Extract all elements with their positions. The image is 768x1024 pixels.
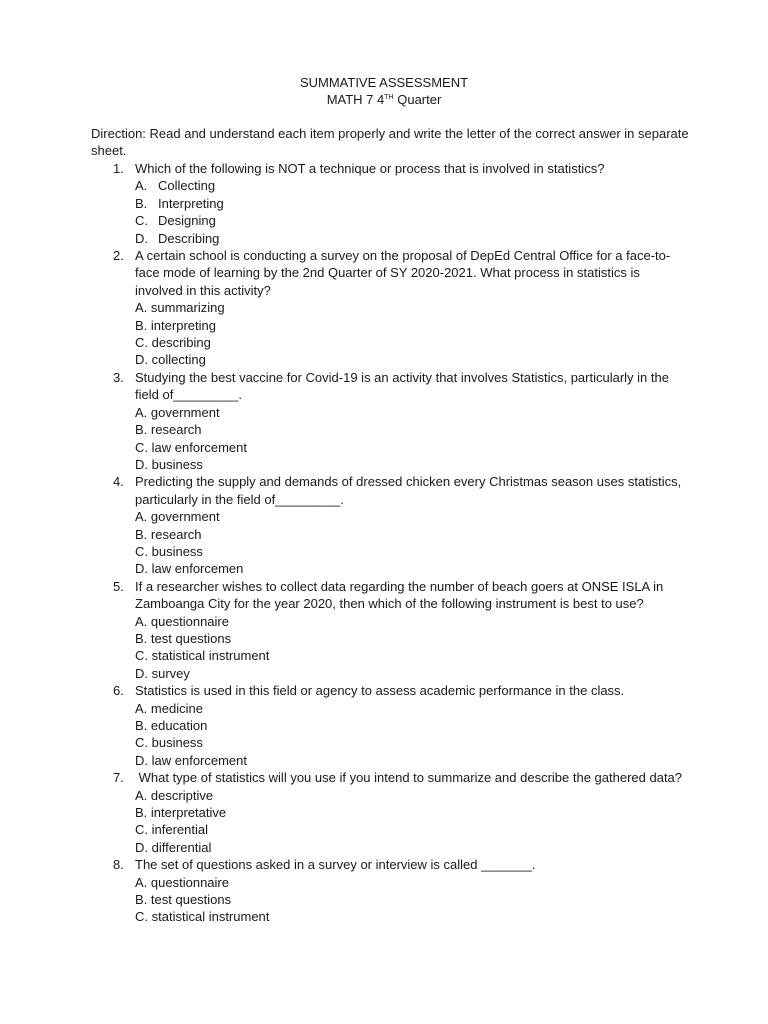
option-letter: A.	[135, 300, 148, 316]
option-text: government	[150, 509, 220, 525]
option-letter: B.	[135, 805, 148, 821]
option-list	[135, 299, 691, 369]
answer-option	[135, 230, 691, 247]
option-text: Collecting	[158, 178, 216, 194]
option-text: test questions	[150, 630, 232, 646]
option-letter: C.	[135, 909, 148, 925]
answer-option	[135, 665, 691, 682]
option-letter: C.	[135, 735, 148, 751]
option-letter: D.	[135, 665, 148, 681]
option-letter: A.	[135, 700, 148, 716]
option-letter: D.	[135, 352, 148, 368]
option-letter: D.	[135, 839, 148, 855]
question-text: The set of questions asked in a survey or interview is called _______.	[135, 857, 536, 873]
question-text: What type of statistics will you use if you intend to summarize and describe the gathered data?	[135, 770, 683, 786]
question-text: A certain school is conducting a survey on the proposal of DepEd Central Office for a face-to-face mode of learning by the 2nd Quarter of SY 2020-2021. What process in statistics is involved in this activity?	[135, 248, 671, 298]
option-text: law enforcemen	[151, 561, 244, 577]
question-number: 5.	[113, 578, 124, 594]
answer-option	[135, 195, 691, 212]
answer-option	[135, 404, 691, 421]
option-text: law enforcement	[151, 752, 248, 768]
question-number: 7.	[113, 770, 124, 786]
option-text: statistical instrument	[151, 648, 270, 664]
question-number: 4.	[113, 474, 124, 490]
answer-option	[135, 299, 691, 316]
option-letter: A.	[135, 178, 148, 194]
option-letter: C.	[135, 439, 148, 455]
option-letter: C.	[135, 822, 148, 838]
document-subtitle	[0, 91, 768, 108]
answer-option	[135, 317, 691, 334]
option-list	[135, 177, 691, 247]
question-item	[91, 769, 691, 856]
answer-option	[135, 839, 691, 856]
option-letter: C.	[135, 648, 148, 664]
option-list	[135, 404, 691, 474]
question-text: If a researcher wishes to collect data regarding the number of beach goers at ONSE ISLA in Zamboanga City for the year 2020, then which of the following instrument is best to use?	[135, 578, 664, 612]
answer-option	[135, 700, 691, 717]
option-list	[135, 613, 691, 683]
option-letter: A.	[135, 613, 148, 629]
answer-option	[135, 752, 691, 769]
option-letter: B.	[135, 195, 148, 211]
subtitle-superscript: TH	[384, 94, 394, 102]
option-text: collecting	[151, 352, 206, 368]
option-text: descriptive	[150, 787, 214, 803]
question-item	[91, 369, 691, 473]
option-letter: D.	[135, 752, 148, 768]
answer-option	[135, 526, 691, 543]
option-text: law enforcement	[151, 439, 248, 455]
subtitle-prefix: MATH 7 4	[326, 92, 385, 108]
option-letter: A.	[135, 874, 148, 890]
option-text: Designing	[158, 213, 216, 229]
option-letter: B.	[135, 630, 148, 646]
question-text: Which of the following is NOT a technique or process that is involved in statistics?	[135, 161, 605, 176]
option-letter: A.	[135, 509, 148, 525]
answer-option	[135, 508, 691, 525]
answer-option	[135, 821, 691, 838]
question-item	[91, 160, 691, 247]
question-item	[91, 473, 691, 577]
option-text: business	[151, 456, 203, 472]
option-text: questionnaire	[150, 613, 229, 629]
option-text: describing	[151, 335, 211, 351]
answer-option	[135, 543, 691, 560]
answer-option	[135, 647, 691, 664]
option-letter: D.	[135, 230, 148, 246]
answer-option	[135, 804, 691, 821]
answer-option	[135, 717, 691, 734]
question-number: 8.	[113, 857, 124, 873]
answer-option	[135, 630, 691, 647]
answer-option	[135, 177, 691, 194]
answer-option	[135, 439, 691, 456]
option-text: interpreting	[150, 317, 216, 333]
direction-text: Direction: Read and understand each item properly and write the letter of the correct answer in separate sheet.	[91, 126, 689, 159]
option-letter: B.	[135, 718, 148, 733]
option-letter: D.	[135, 561, 148, 577]
option-letter: C.	[135, 543, 148, 559]
option-text: medicine	[150, 700, 203, 716]
option-letter: B.	[135, 317, 148, 333]
option-text: differential	[151, 839, 212, 855]
question-item	[91, 578, 691, 682]
option-text: business	[151, 735, 203, 751]
answer-option	[135, 787, 691, 804]
option-list	[135, 508, 691, 578]
question-item	[91, 247, 691, 369]
option-text: research	[150, 526, 202, 542]
subtitle-suffix: Quarter	[393, 92, 442, 108]
option-letter: A.	[135, 404, 148, 420]
option-text: inferential	[151, 822, 208, 838]
question-number: 2.	[113, 248, 124, 264]
option-letter: A.	[135, 787, 148, 803]
answer-option	[135, 212, 691, 229]
option-text: research	[150, 422, 202, 438]
answer-option	[135, 456, 691, 473]
option-text: Interpreting	[158, 195, 224, 211]
answer-option	[135, 421, 691, 438]
question-item	[91, 856, 691, 926]
option-letter: C.	[135, 335, 148, 351]
answer-option	[135, 560, 691, 577]
answer-option	[135, 908, 691, 925]
question-text: Studying the best vaccine for Covid-19 is an activity that involves Statistics, particularly in the field of_________.	[135, 369, 669, 403]
option-text: test questions	[150, 892, 232, 908]
option-text: questionnaire	[150, 874, 229, 890]
option-list	[135, 787, 691, 857]
question-number: 1.	[113, 161, 124, 176]
question-number: 6.	[113, 683, 124, 699]
answer-option	[135, 334, 691, 351]
answer-option	[135, 734, 691, 751]
option-letter: D.	[135, 456, 148, 472]
question-item	[91, 682, 691, 769]
option-text: summarizing	[150, 300, 225, 316]
document-header	[0, 74, 768, 109]
option-letter: B.	[135, 526, 148, 542]
option-text: interpretative	[150, 805, 227, 821]
option-text: education	[150, 718, 208, 733]
option-text: Describing	[158, 230, 220, 246]
question-list	[91, 160, 691, 926]
option-text: survey	[151, 665, 190, 681]
option-letter: B.	[135, 892, 148, 908]
question-text: Predicting the supply and demands of dressed chicken every Christmas season uses statistics, particularly in the field of_________.	[135, 474, 682, 507]
answer-option	[135, 351, 691, 368]
option-list	[135, 874, 691, 926]
document-title: SUMMATIVE ASSESSMENT	[299, 75, 469, 90]
answer-option	[135, 891, 691, 908]
question-number: 3.	[113, 369, 124, 385]
answer-option	[135, 613, 691, 630]
option-text: business	[151, 543, 203, 559]
option-letter: B.	[135, 422, 148, 438]
option-text: government	[150, 404, 220, 420]
option-list	[135, 700, 691, 770]
option-text: statistical instrument	[151, 909, 270, 925]
question-text: Statistics is used in this field or agency to assess academic performance in the class.	[135, 683, 625, 699]
answer-option	[135, 874, 691, 891]
option-letter: C.	[135, 213, 148, 229]
